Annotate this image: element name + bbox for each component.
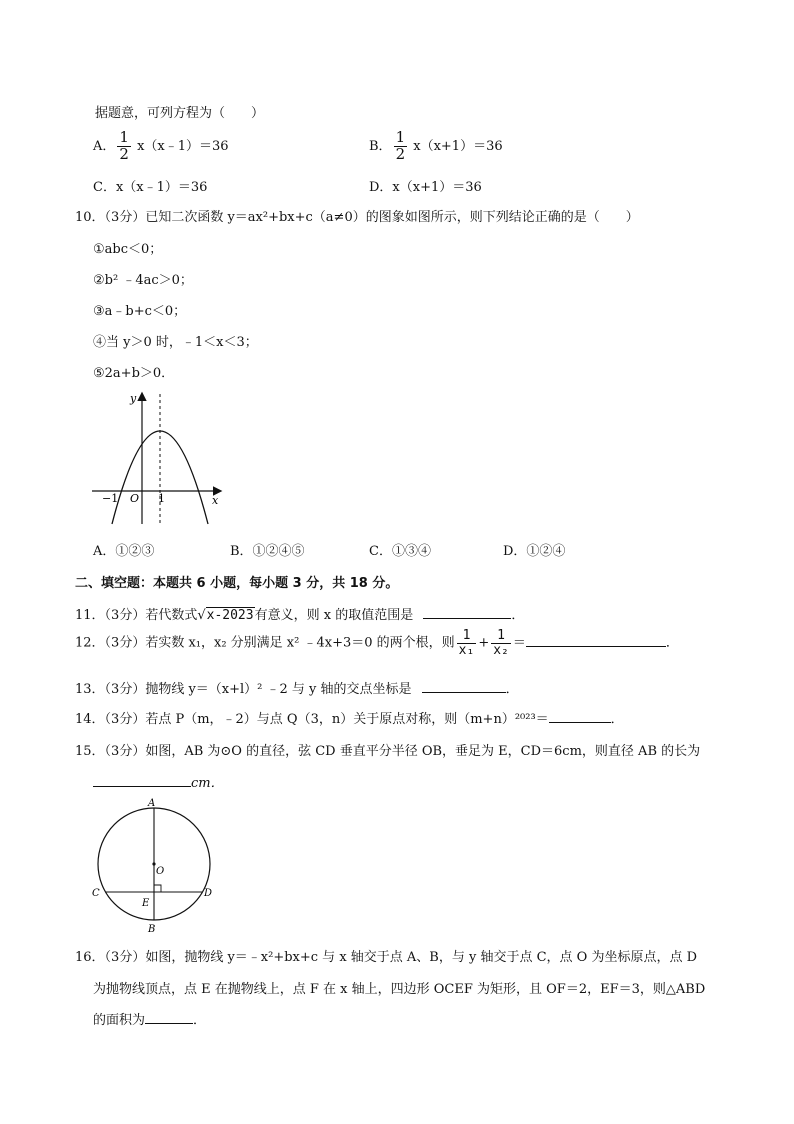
- q10-option-a[interactable]: A．①②③: [93, 544, 155, 559]
- q9-option-b-fraction: $\frac{1}{2}$: [395, 128, 406, 163]
- q13: 13．（3分）抛物线 y＝（x+l）² ﹣2 与 y 轴的交点坐标是 ．: [75, 682, 519, 697]
- q16-line-1: 16．（3分）如图，抛物线 y＝﹣x²+bx+c 与 x 轴交于点 A、B，与 y 轴交于点 C，点 O 为坐标原点，点 D: [75, 950, 698, 965]
- q9-option-b-expr: x（x+1）＝36: [413, 138, 503, 154]
- q15-answer-blank[interactable]: [93, 774, 191, 787]
- q13-text: 13．（3分）抛物线 y＝（x+l）² ﹣2 与 y 轴的交点坐标是: [75, 682, 412, 697]
- q10-option-b[interactable]: B．①②④⑤: [230, 544, 305, 559]
- q9-option-a-letter: A．: [93, 138, 116, 154]
- q9-option-c[interactable]: C．x（x﹣1）＝36: [93, 180, 208, 195]
- q14: 14．（3分）若点 P（m，﹣2）与点 Q（3，n）关于原点对称，则（m+n）²⁰²³＝ ．: [75, 712, 624, 727]
- right-angle-mark: [154, 885, 161, 892]
- q12-answer-blank[interactable]: [526, 634, 666, 647]
- q11-answer-blank[interactable]: [423, 606, 511, 619]
- q12-fraction-1: $\frac{1}{\text{x₁}}$: [458, 628, 475, 658]
- q11: 11．（3分）若代数式√x-2023有意义，则 x 的取值范围是 ．: [75, 608, 525, 623]
- q10-item-4: ④当 y＞0 时，﹣1＜x＜3；: [93, 335, 258, 350]
- q11-post: 有意义，则 x 的取值范围是: [254, 608, 414, 623]
- q10-parabola-figure: [90, 388, 230, 528]
- label-a: A: [148, 798, 156, 809]
- label-d: D: [204, 888, 213, 899]
- q9-option-b[interactable]: [369, 130, 503, 163]
- q12-pre: 12．（3分）若实数 x₁，x₂ 分别满足 x² ﹣4x+3＝0 的两个根，则: [75, 635, 455, 651]
- q9-option-a-fraction: $\frac{1}{2}$: [119, 128, 129, 163]
- q15-line-2: [93, 772, 224, 791]
- section-2-title: 二、填空题：本题共 6 小题，每小题 3 分，共 18 分。: [75, 576, 399, 591]
- q15-line-1: 15．（3分）如图，AB 为⊙O 的直径，弦 CD 垂直平分半径 OB，垂足为 E，CD＝6cm，则直径 AB 的长为: [75, 744, 701, 759]
- q9-stem: 据题意，可列方程为（ ）: [95, 106, 265, 121]
- q10-stem: 10．（3分）已知二次函数 y＝ax²+bx+c（a≠0）的图象如图所示，则下列结论正确的是（ ）: [75, 210, 639, 225]
- q14-text: 14．（3分）若点 P（m，﹣2）与点 Q（3，n）关于原点对称，则（m+n）²⁰²³＝: [75, 712, 549, 727]
- q16-answer-blank[interactable]: [145, 1011, 193, 1024]
- origin-label: O: [130, 492, 140, 505]
- q13-answer-blank[interactable]: [422, 680, 506, 693]
- q9-option-d[interactable]: D．x（x+1）＝36: [369, 180, 482, 195]
- q15-unit: cm．: [191, 776, 224, 791]
- tick-1-label: 1: [158, 492, 165, 505]
- q14-answer-blank[interactable]: [549, 710, 611, 723]
- q10-item-2: ②b² ﹣4ac＞0；: [93, 273, 193, 288]
- q9-option-a-expr: x（x﹣1）＝36: [137, 138, 229, 154]
- y-axis-label: y: [130, 392, 137, 405]
- q15-circle-figure: [90, 796, 220, 936]
- label-o: O: [156, 866, 165, 877]
- q10-item-3: ③a﹣b+c＜0；: [93, 304, 187, 319]
- q12: 12．（3分）若实数 x₁，x₂ 分别满足 x² ﹣4x+3＝0 的两个根，则 $\frac{1}{\text{x₁}}$ + $\frac{1}{\text{x₂}}$ ＝ ．: [75, 628, 679, 658]
- label-b: B: [148, 924, 156, 935]
- q12-fraction-2: $\frac{1}{\text{x₂}}$: [493, 628, 509, 658]
- q10-option-c[interactable]: C．①③④: [369, 544, 431, 559]
- q9-option-b-letter: B．: [369, 138, 392, 154]
- x-axis-label: x: [212, 494, 219, 507]
- q11-radicand: x-2023: [206, 608, 254, 623]
- tick-neg1-label: −1: [102, 492, 119, 505]
- q10-item-5: ⑤2a+b＞0．: [93, 366, 175, 381]
- label-c: C: [92, 888, 100, 899]
- q16-line-2: 为抛物线顶点，点 E 在抛物线上，点 F 在 x 轴上，四边形 OCEF 为矩形，且 OF＝2，EF＝3，则△ABD: [93, 982, 706, 997]
- q11-pre: 11．（3分）若代数式: [75, 608, 198, 623]
- q10-option-d[interactable]: D．①②④: [503, 544, 566, 559]
- q10-item-1: ①abc＜0；: [93, 242, 163, 257]
- q16-line-3: 的面积为 ．: [93, 1013, 207, 1028]
- label-e: E: [142, 898, 150, 909]
- q9-option-a[interactable]: [93, 130, 229, 163]
- sqrt-icon: √: [197, 608, 206, 623]
